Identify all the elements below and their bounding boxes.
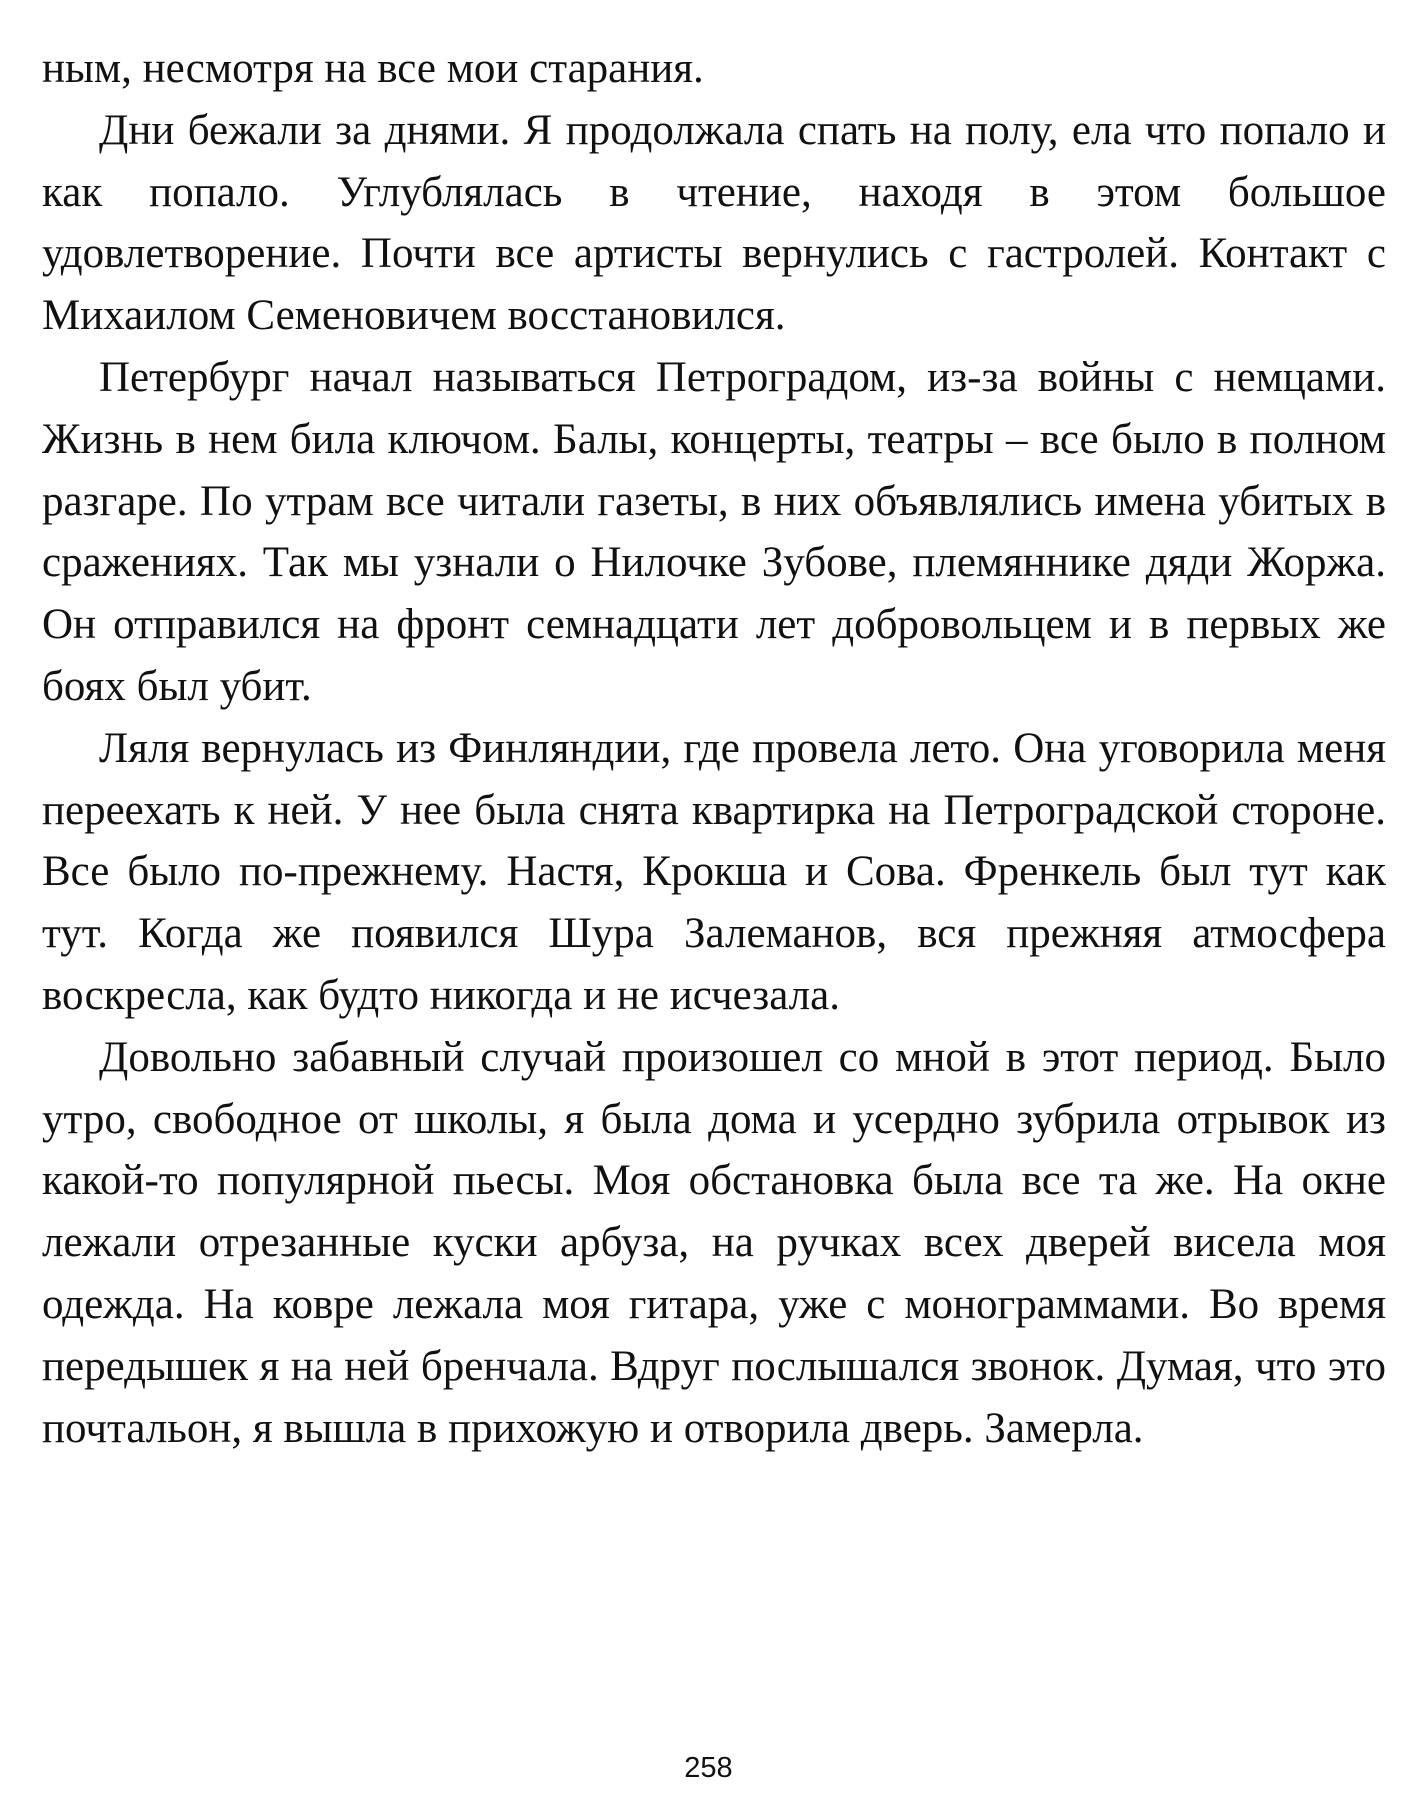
book-text bbox=[42, 38, 1386, 1459]
paragraph: Петербург начал называться Петроградом, из-за войны с немцами. Жизнь в нем била ключом. Балы, концерты, театры – все было в полном разгаре. По утрам все читали газеты, в них объявлялись имена убитых в сражениях. Так мы узнали о Нилочке Зубове, племяннике дяди Жоржа. Он отправился на фронт семнадцати лет добровольцем и в первых же боях был убит. bbox=[42, 353, 1386, 710]
paragraph: Довольно забавный случай произошел со мной в этот период. Было утро, свободное от школы, я была дома и усердно зубрила отрывок из какой-то популярной пьесы. Моя обстановка была все та же. На окне лежали отрезанные куски арбуза, на ручках всех дверей висела моя одежда. На ковре лежала моя гитара, уже с монограммами. Во время передышек я на ней бренчала. Вдруг послышался звонок. Думая, что это почтальон, я вышла в прихожую и отворила дверь. Замерла. bbox=[42, 1033, 1386, 1452]
page-text-area bbox=[42, 38, 1386, 1738]
paragraph-continuation: ным, несмотря на все мои старания. bbox=[42, 45, 704, 92]
page-number: 258 bbox=[684, 1752, 733, 1784]
paragraph: Дни бежали за днями. Я продолжала спать на полу, ела что попало и как попало. Углублялась в чтение, находя в этом большое удовлетворение. Почти все артисты вернулись с гастролей. Контакт с Михаилом Семеновичем восстановился. bbox=[42, 106, 1386, 340]
paragraph: Ляля вернулась из Финляндии, где провела лето. Она уговорила меня переехать к ней. У нее была снята квартирка на Петроградской стороне. Все было по-прежнему. Настя, Крокша и Сова. Френкель был тут как тут. Когда же появился Шура Залеманов, вся прежняя атмосфера воскресла, как будто никогда и не исчезала. bbox=[42, 724, 1386, 1019]
